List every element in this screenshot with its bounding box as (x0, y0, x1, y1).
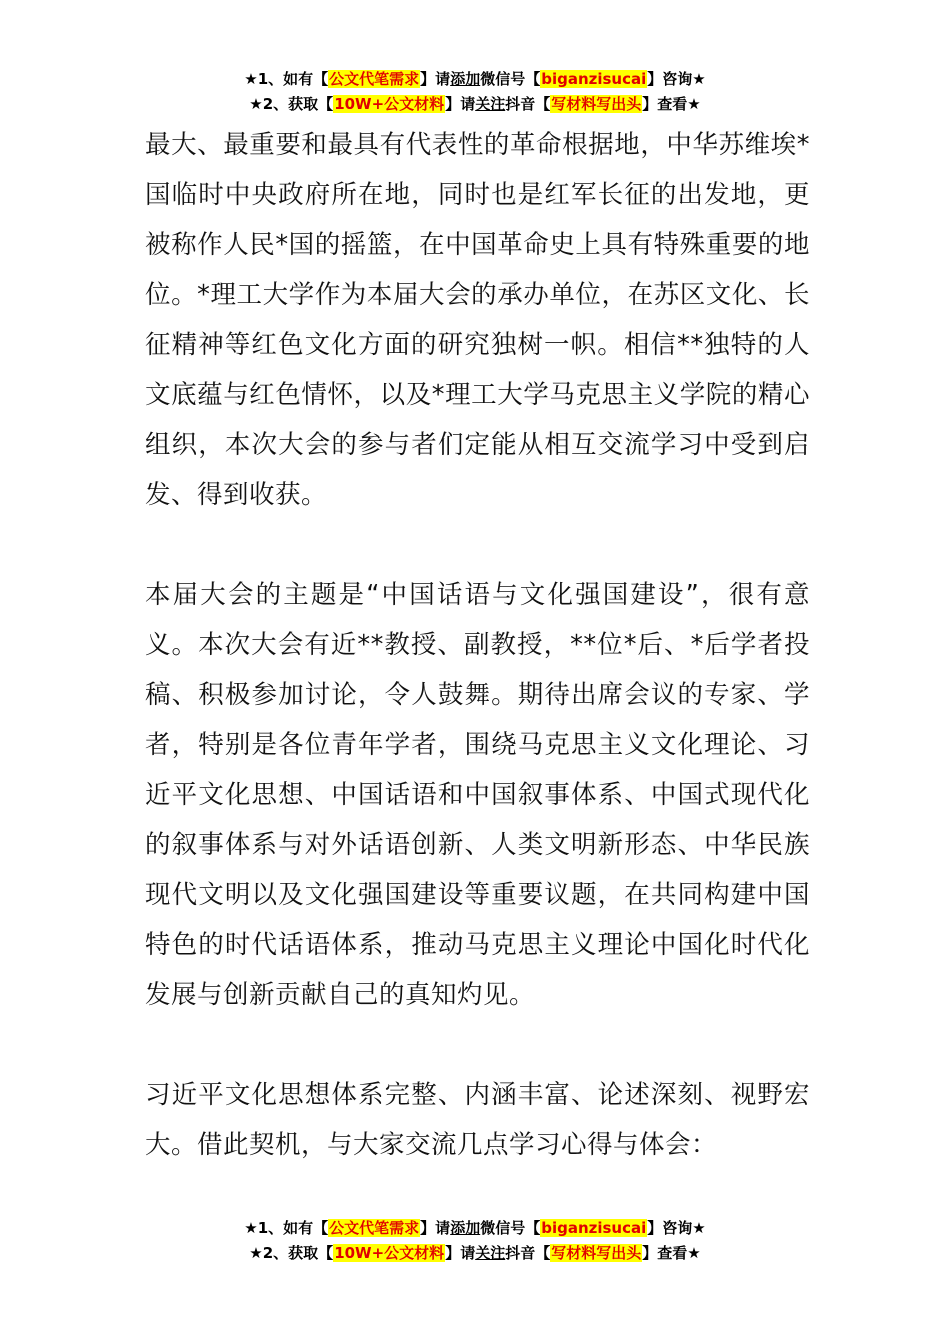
banner-line-2: ★2、获取【10W+公文材料】请关注抖音【写材料写出头】查看★ (249, 1244, 701, 1262)
footer-banner (0, 1216, 950, 1266)
banner-line-2: ★2、获取【10W+公文材料】请关注抖音【写材料写出头】查看★ (249, 95, 701, 113)
highlight-douyin-id: 写材料写出头 (551, 1244, 642, 1262)
paragraph-3: 习近平文化思想体系完整、内涵丰富、论述深刻、视野宏大。借此契机，与大家交流几点学习心得与体会： (145, 1080, 810, 1160)
highlight-service: 公文代笔需求 (329, 1219, 420, 1237)
highlight-wechat-id: biganzisucai (541, 70, 647, 88)
highlight-materials: 10W+公文材料 (334, 1244, 445, 1262)
highlight-wechat-id: biganzisucai (541, 1219, 647, 1237)
banner-line-1: ★1、如有【公文代笔需求】请添加微信号【biganzisucai】咨询★ (244, 70, 706, 88)
highlight-douyin-id: 写材料写出头 (551, 95, 642, 113)
document-body (145, 120, 810, 1170)
header-banner (0, 67, 950, 117)
highlight-service: 公文代笔需求 (329, 70, 420, 88)
paragraph-1: 最大、最重要和最具有代表性的革命根据地，中华苏维埃*国临时中央政府所在地，同时也是红军长征的出发地，更被称作人民*国的摇篮，在中国革命史上具有特殊重要的地位。*理工大学作为本届大会的承办单位，在苏区文化、长征精神等红色文化方面的研究独树一帜。相信**独特的人文底蕴与红色情怀，以及*理工大学马克思主义学院的精心组织，本次大会的参与者们定能从相互交流学习中受到启发、得到收获。 (145, 130, 810, 510)
banner-line-1: ★1、如有【公文代笔需求】请添加微信号【biganzisucai】咨询★ (244, 1219, 706, 1237)
paragraph-2: 本届大会的主题是“中国话语与文化强国建设”，很有意义。本次大会有近**教授、副教授，**位*后、*后学者投稿、积极参加讨论，令人鼓舞。期待出席会议的专家、学者，特别是各位青年学者，围绕马克思主义文化理论、习近平文化思想、中国话语和中国叙事体系、中国式现代化的叙事体系与对外话语创新、人类文明新形态、中华民族现代文明以及文化强国建设等重要议题，在共同构建中国特色的时代话语体系，推动马克思主义理论中国化时代化发展与创新贡献自己的真知灼见。 (145, 580, 810, 1010)
highlight-materials: 10W+公文材料 (334, 95, 445, 113)
